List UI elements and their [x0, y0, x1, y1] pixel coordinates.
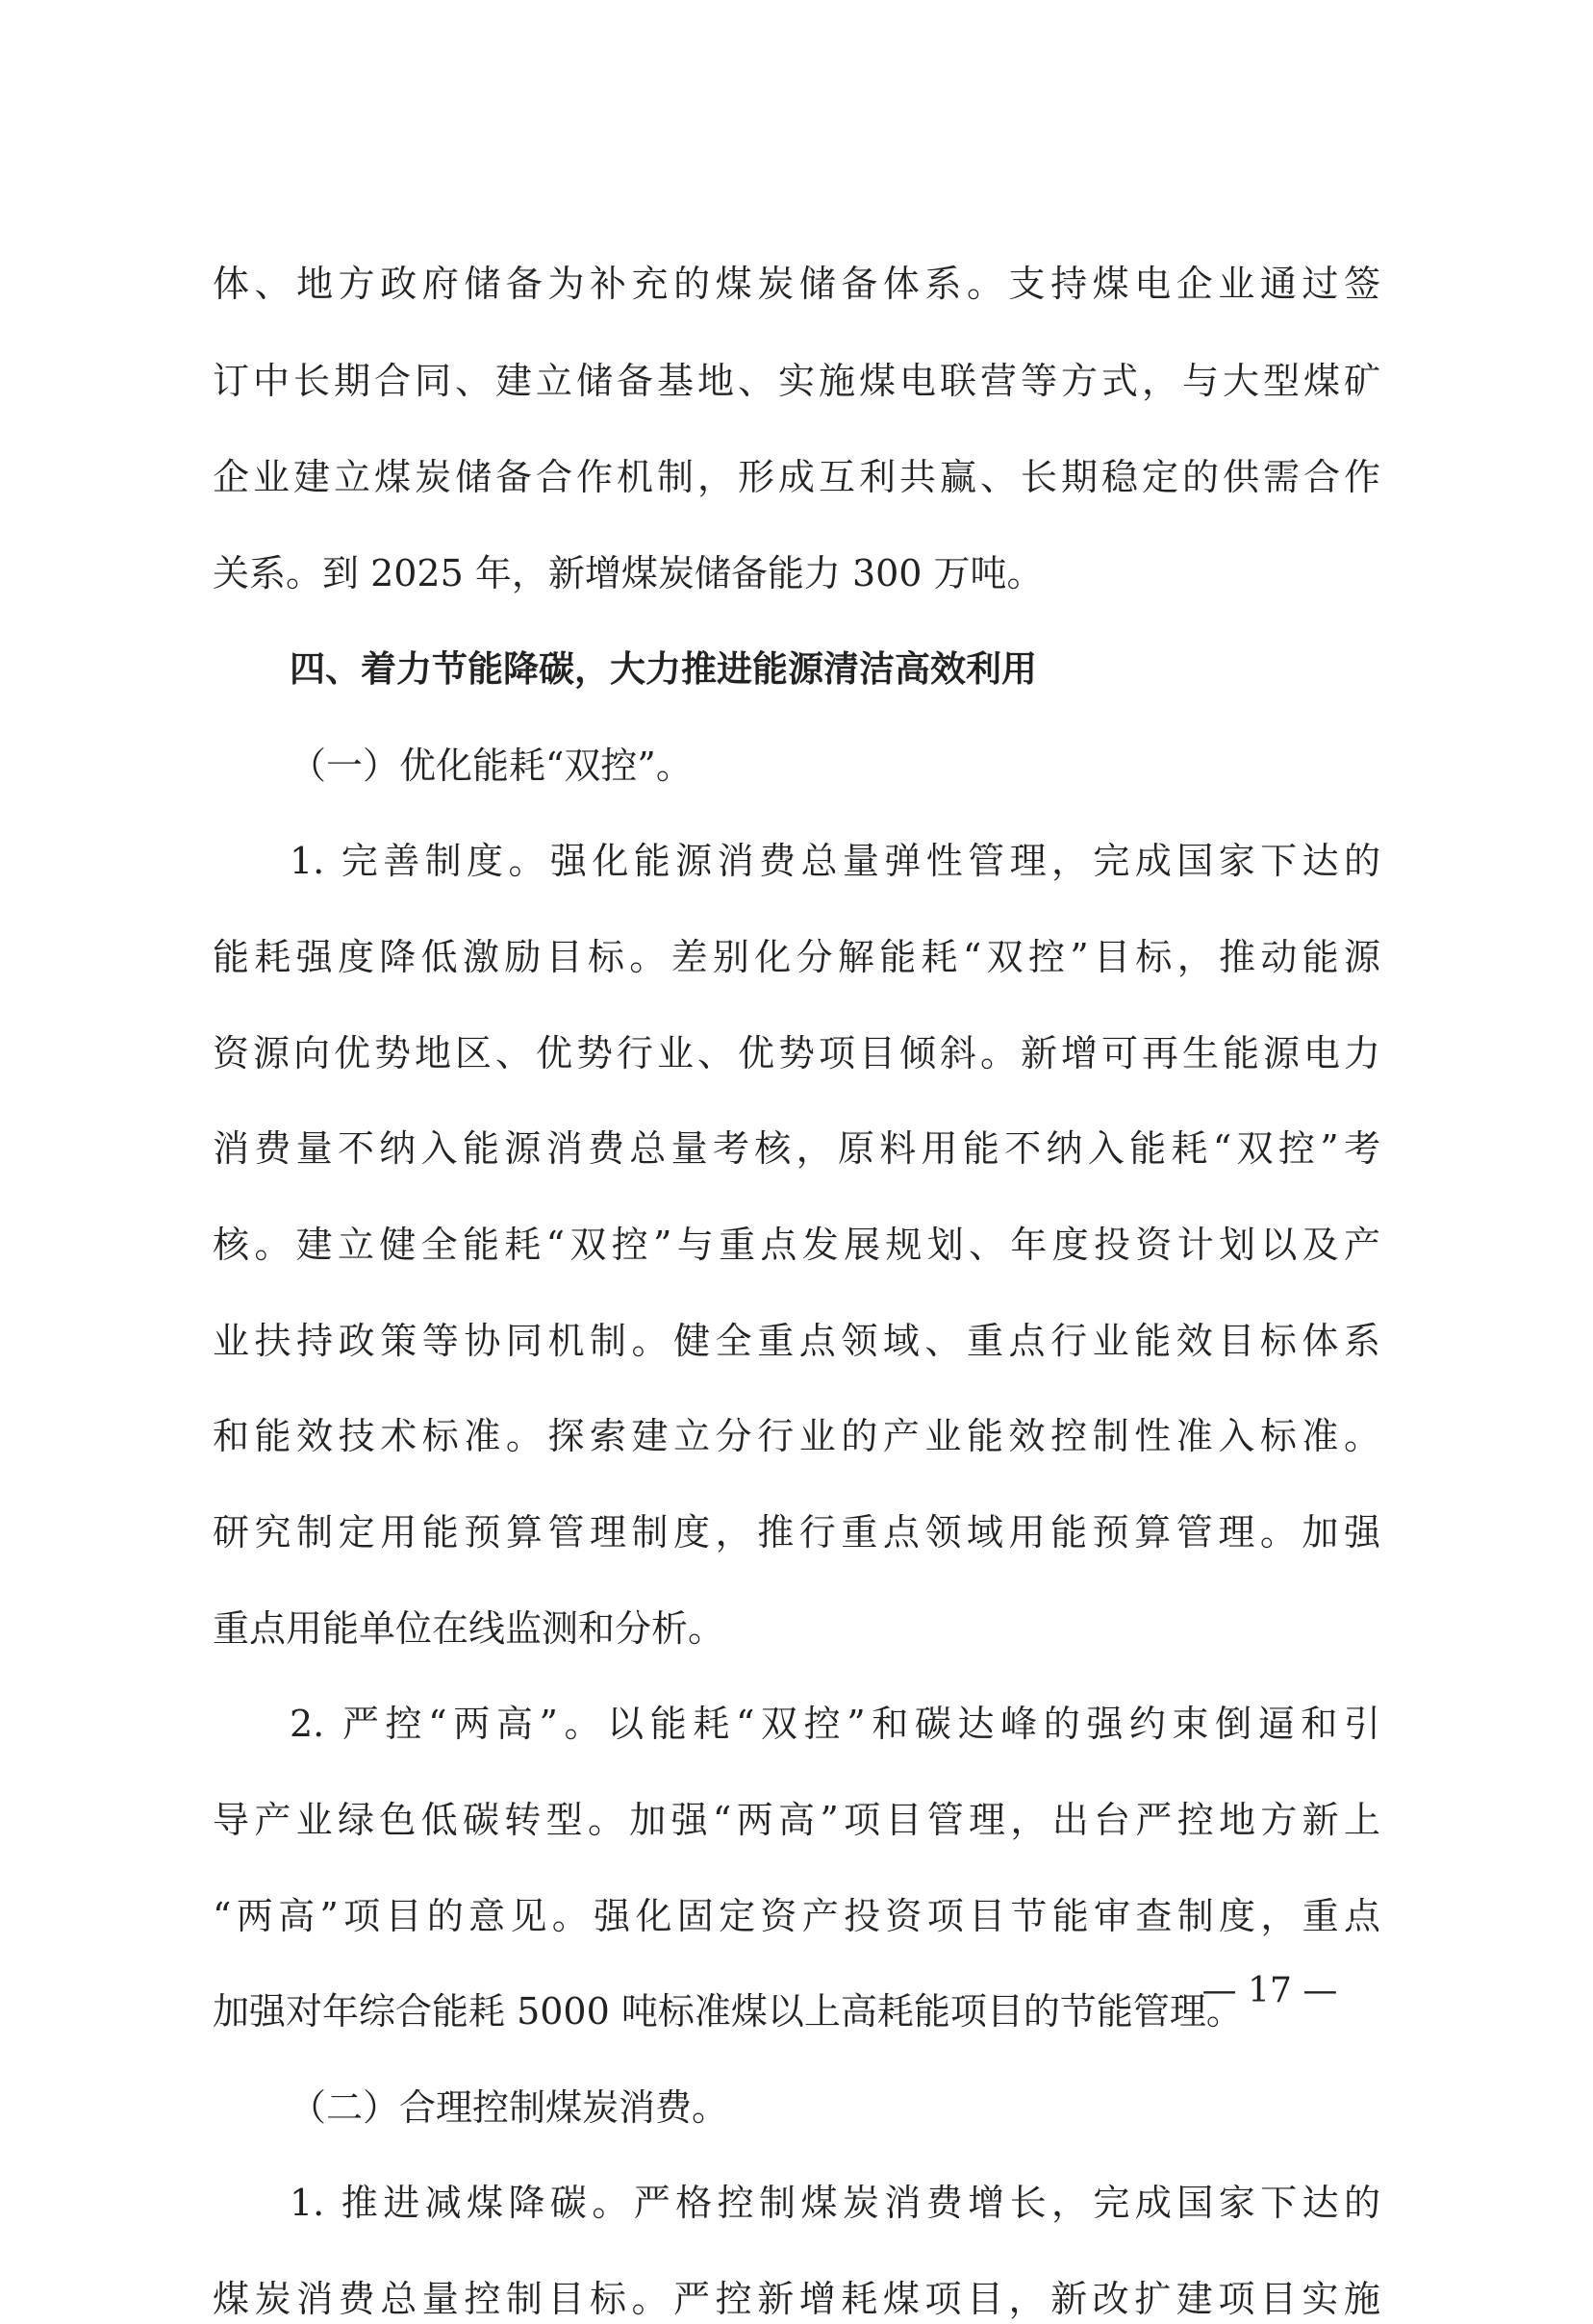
- text-line: 煤炭消费总量控制目标。严控新增耗煤项目，新改扩建项目实施: [213, 2278, 1380, 2320]
- text-line: 企业建立煤炭储备合作机制，形成互利共赢、长期稳定的供需合作: [213, 456, 1380, 498]
- text-line: 研究制定用能预算管理制度，推行重点领域用能预算管理。加强: [213, 1511, 1380, 1554]
- text-line: 业扶持政策等协同机制。健全重点领域、重点行业能效目标体系: [213, 1320, 1380, 1362]
- subsection-heading: （一）优化能耗“双控”。: [290, 745, 693, 787]
- text-line: 订中长期合同、建立储备基地、实施煤电联营等方式，与大型煤矿: [213, 360, 1380, 402]
- text-line: 导产业绿色低碳转型。加强“两高”项目管理，出台严控地方新上: [213, 1799, 1380, 1841]
- subsection-heading: （二）合理控制煤炭消费。: [290, 2086, 729, 2129]
- text-line: 和能效技术标准。探索建立分行业的产业能效控制性准入标准。: [213, 1415, 1380, 1457]
- section-heading: 四、着力节能降碳，大力推进能源清洁高效利用: [290, 648, 1037, 690]
- text-line: 1. 完善制度。强化能源消费总量弹性管理，完成国家下达的: [290, 840, 1380, 882]
- text-line: 资源向优势地区、优势行业、优势项目倾斜。新增可再生能源电力: [213, 1032, 1380, 1074]
- text-line: 重点用能单位在线监测和分析。: [213, 1607, 725, 1650]
- text-line: 能耗强度降低激励目标。差别化分解能耗“双控”目标，推动能源: [213, 936, 1380, 978]
- text-line: 体、地方政府储备为补充的煤炭储备体系。支持煤电企业通过签: [213, 263, 1380, 305]
- text-line: “两高”项目的意见。强化固定资产投资项目节能审查制度，重点: [213, 1895, 1380, 1937]
- text-line: 关系。到 2025 年，新增煤炭储备能力 300 万吨。: [213, 552, 1044, 594]
- page-number: — 17 —: [1201, 1971, 1338, 2010]
- text-line: 加强对年综合能耗 5000 吨标准煤以上高耗能项目的节能管理。: [213, 1990, 1243, 2033]
- text-line: 消费量不纳入能源消费总量考核，原料用能不纳入能耗“双控”考: [213, 1127, 1380, 1170]
- text-line: 1. 推进减煤降碳。严格控制煤炭消费增长，完成国家下达的: [290, 2182, 1380, 2224]
- text-line: 2. 严控“两高”。以能耗“双控”和碳达峰的强约束倒逼和引: [290, 1703, 1380, 1745]
- text-line: 核。建立健全能耗“双控”与重点发展规划、年度投资计划以及产: [213, 1224, 1380, 1266]
